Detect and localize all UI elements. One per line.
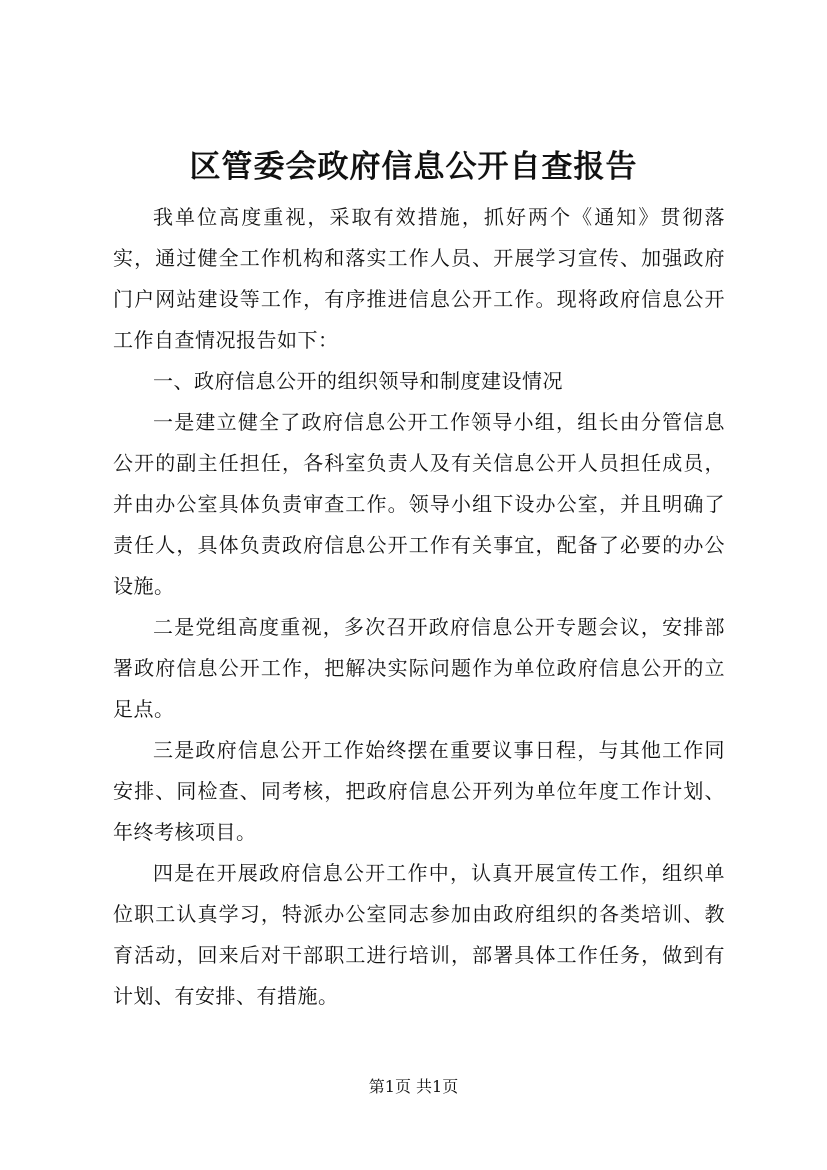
paragraph-item-1: 一是建立健全了政府信息公开工作领导小组，组长由分管信息公开的副主任担任，各科室负责人及有关信息公开人员担任成员，并由办公室具体负责审查工作。领导小组下设办公室，并且明确了责任人，具体负责政府信息公开工作有关事宜，配备了必要的办公设施。 [113,410,725,598]
paragraph-item-3: 三是政府信息公开工作始终摆在重要议事日程，与其他工作同安排、同检查、同考核，把政府信息公开列为单位年度工作计划、年终考核项目。 [113,738,725,844]
paragraph-intro: 我单位高度重视，采取有效措施，抓好两个《通知》贯彻落实，通过健全工作机构和落实工作人员、开展学习宣传、加强政府门户网站建设等工作，有序推进信息公开工作。现将政府信息公开工作自查情况报告如下： [113,205,725,352]
page-footer: 第1页 共1页 [368,1077,459,1096]
document-body [113,197,725,1017]
section-heading: 一、政府信息公开的组织领导和制度建设情况 [153,369,563,393]
paragraph-item-4: 四是在开展政府信息公开工作中，认真开展宣传工作，组织单位职工认真学习，特派办公室同志参加由政府组织的各类培训、教育活动，回来后对干部职工进行培训，部署具体工作任务，做到有计划、有安排、有措施。 [113,861,725,1008]
paragraph-item-2: 二是党组高度重视，多次召开政府信息公开专题会议，安排部署政府信息公开工作，把解决实际问题作为单位政府信息公开的立足点。 [113,615,725,721]
document-title: 区管委会政府信息公开自查报告 [189,149,638,185]
